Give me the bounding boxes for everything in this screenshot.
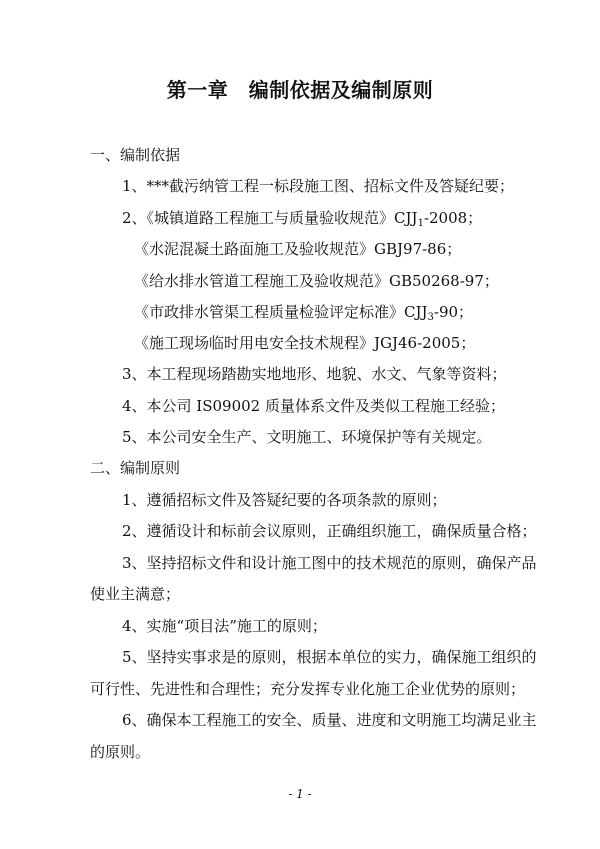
section-heading-basis: 一、编制依据 xyxy=(90,146,181,164)
principle-item-4: 4、实施“项目法”施工的原则； xyxy=(122,617,327,635)
basis-sub-item-3-text: 《市政排水管渠工程质量检验评定标准》CJJ xyxy=(134,303,428,321)
principle-item-6: 6、确保本工程施工的安全、质量、进度和文明施工均满足业主 xyxy=(122,711,537,729)
principle-item-1: 1、遵循招标文件及答疑纪要的各项条款的原则； xyxy=(122,491,447,509)
basis-item-3: 3、本工程现场踏勘实地地形、地貌、水文、气象等资料； xyxy=(122,365,507,383)
basis-sub-item-3-suffix: -90； xyxy=(433,303,474,321)
principle-item-2: 2、遵循设计和标前会议原则，正确组织施工，确保质量合格； xyxy=(122,522,537,540)
basis-sub-item-3-subscript: 3 xyxy=(427,312,434,323)
basis-sub-item-2: 《给水排水管道工程施工及验收规范》GB50268-97； xyxy=(134,272,499,290)
principle-item-5: 5、坚持实事求是的原则，根据本单位的实力，确保施工组织的 xyxy=(122,648,537,666)
basis-sub-item-1: 《水泥混凝土路面施工及验收规范》GBJ97-86； xyxy=(134,240,462,258)
basis-item-2-subscript: 1 xyxy=(417,218,424,229)
page-number: - 1 - xyxy=(288,787,312,801)
basis-sub-item-4: 《施工现场临时用电安全技术规程》JGJ46-2005； xyxy=(134,334,476,352)
basis-item-2-text: 2、《城镇道路工程施工与质量验收规范》CJJ xyxy=(122,209,418,227)
section-heading-principles: 二、编制原则 xyxy=(90,459,181,477)
principle-item-3-continued: 使业主满意； xyxy=(90,585,181,603)
basis-item-4: 4、本公司 IS09002 质量体系文件及类似工程施工经验； xyxy=(122,397,506,415)
principle-item-3: 3、坚持招标文件和设计施工图中的技术规范的原则，确保产品 xyxy=(122,554,537,572)
principle-item-6-continued: 的原则。 xyxy=(90,743,151,761)
basis-item-2 xyxy=(122,208,482,234)
basis-sub-item-3 xyxy=(134,302,473,328)
basis-item-5: 5、本公司安全生产、文明施工、环境保护等有关规定。 xyxy=(122,428,492,446)
principle-item-5-continued: 可行性、先进性和合理性；充分发挥专业化施工企业优势的原则； xyxy=(90,680,526,698)
basis-item-2-suffix: -2008； xyxy=(423,209,483,227)
basis-item-1: 1、***截污纳管工程一标段施工图、招标文件及答疑纪要； xyxy=(122,177,515,195)
chapter-title: 第一章 编制依据及编制原则 xyxy=(166,78,434,102)
